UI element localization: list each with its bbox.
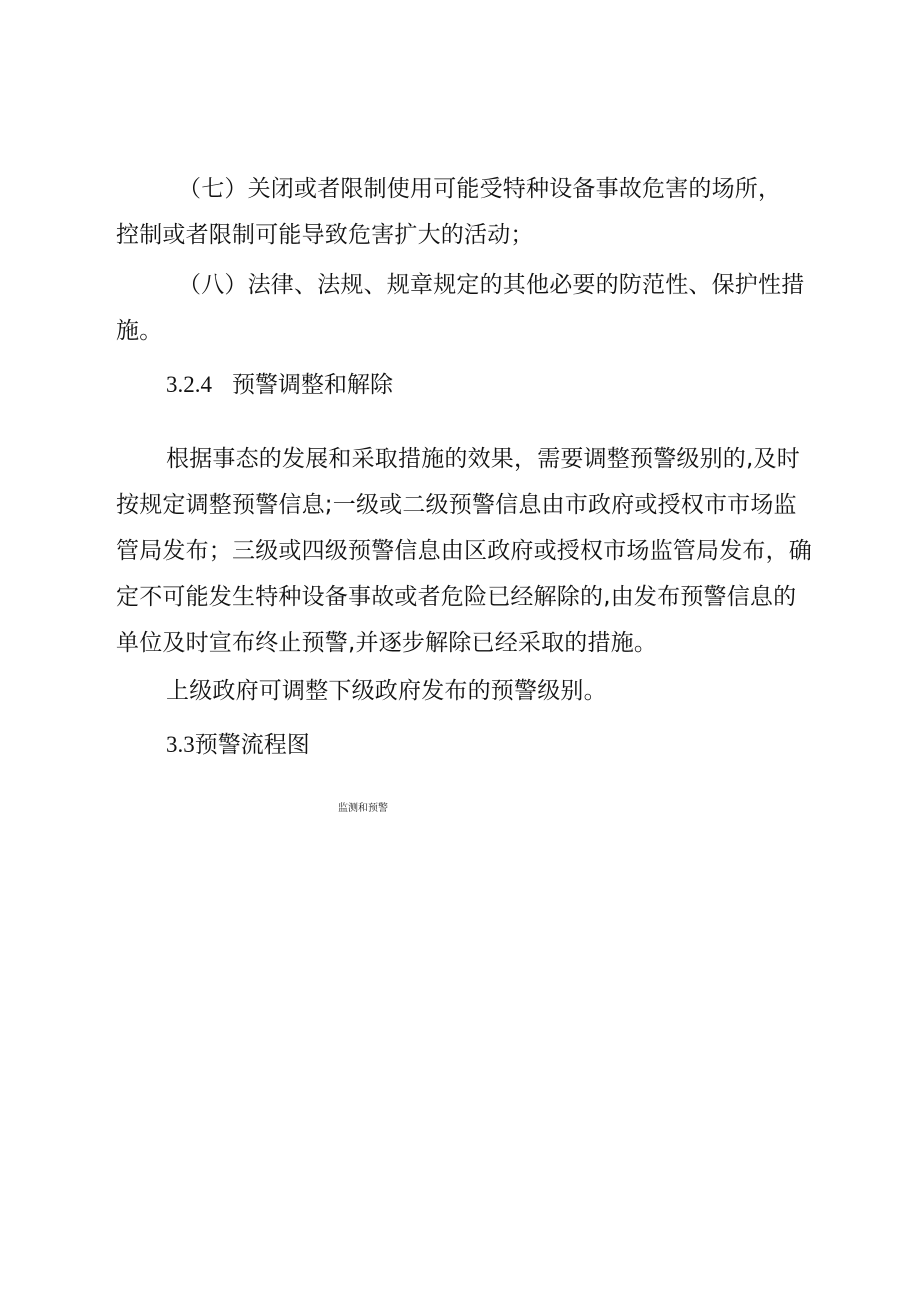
section-3-2-4-title: 预警调整和解除 [232, 372, 393, 398]
adjust-line-3: 管局发布；三级或四级预警信息由区政府或授权市场监管局发布，确 [116, 538, 812, 564]
warning-flowchart [116, 790, 806, 1270]
item-7-paragraph [116, 166, 806, 258]
item-8-paragraph [116, 262, 806, 354]
section-3-3-title: 预警流程图 [194, 732, 310, 758]
item-8-line-2: 施。 [116, 318, 163, 344]
section-3-2-4-number: 3.2.4 [166, 372, 212, 397]
upper-gov-line-1: 上级政府可调整下级政府发布的预警级别。 [166, 678, 607, 704]
adjust-line-5: 单位及时宣布终止预警,并逐步解除已经采取的措施。 [116, 630, 658, 656]
item-7-line-2: 控制或者限制可能导致危害扩大的活动； [116, 222, 534, 248]
adjust-line-2: 按规定调整预警信息;一级或二级预警信息由市政府或授权市市场监 [116, 492, 797, 518]
adjust-line-1: 根据事态的发展和采取措施的效果，需要调整预警级别的,及时 [166, 446, 800, 472]
item-8-line-1: （八）法律、法规、规章规定的其他必要的防范性、保护性措 [178, 272, 805, 298]
adjust-paragraph [116, 436, 812, 666]
section-3-3-heading [166, 722, 310, 768]
upper-gov-paragraph [116, 668, 806, 714]
section-3-3-number: 3.3 [166, 732, 195, 757]
adjust-line-4: 定不可能发生特种设备事故或者危险已经解除的,由发布预警信息的 [116, 584, 797, 610]
section-3-2-4-heading [166, 362, 393, 408]
flowchart-label-monitoring: 监测和预警 [338, 803, 388, 814]
item-7-line-1: （七）关闭或者限制使用可能受特种设备事故危害的场所， [178, 176, 782, 202]
